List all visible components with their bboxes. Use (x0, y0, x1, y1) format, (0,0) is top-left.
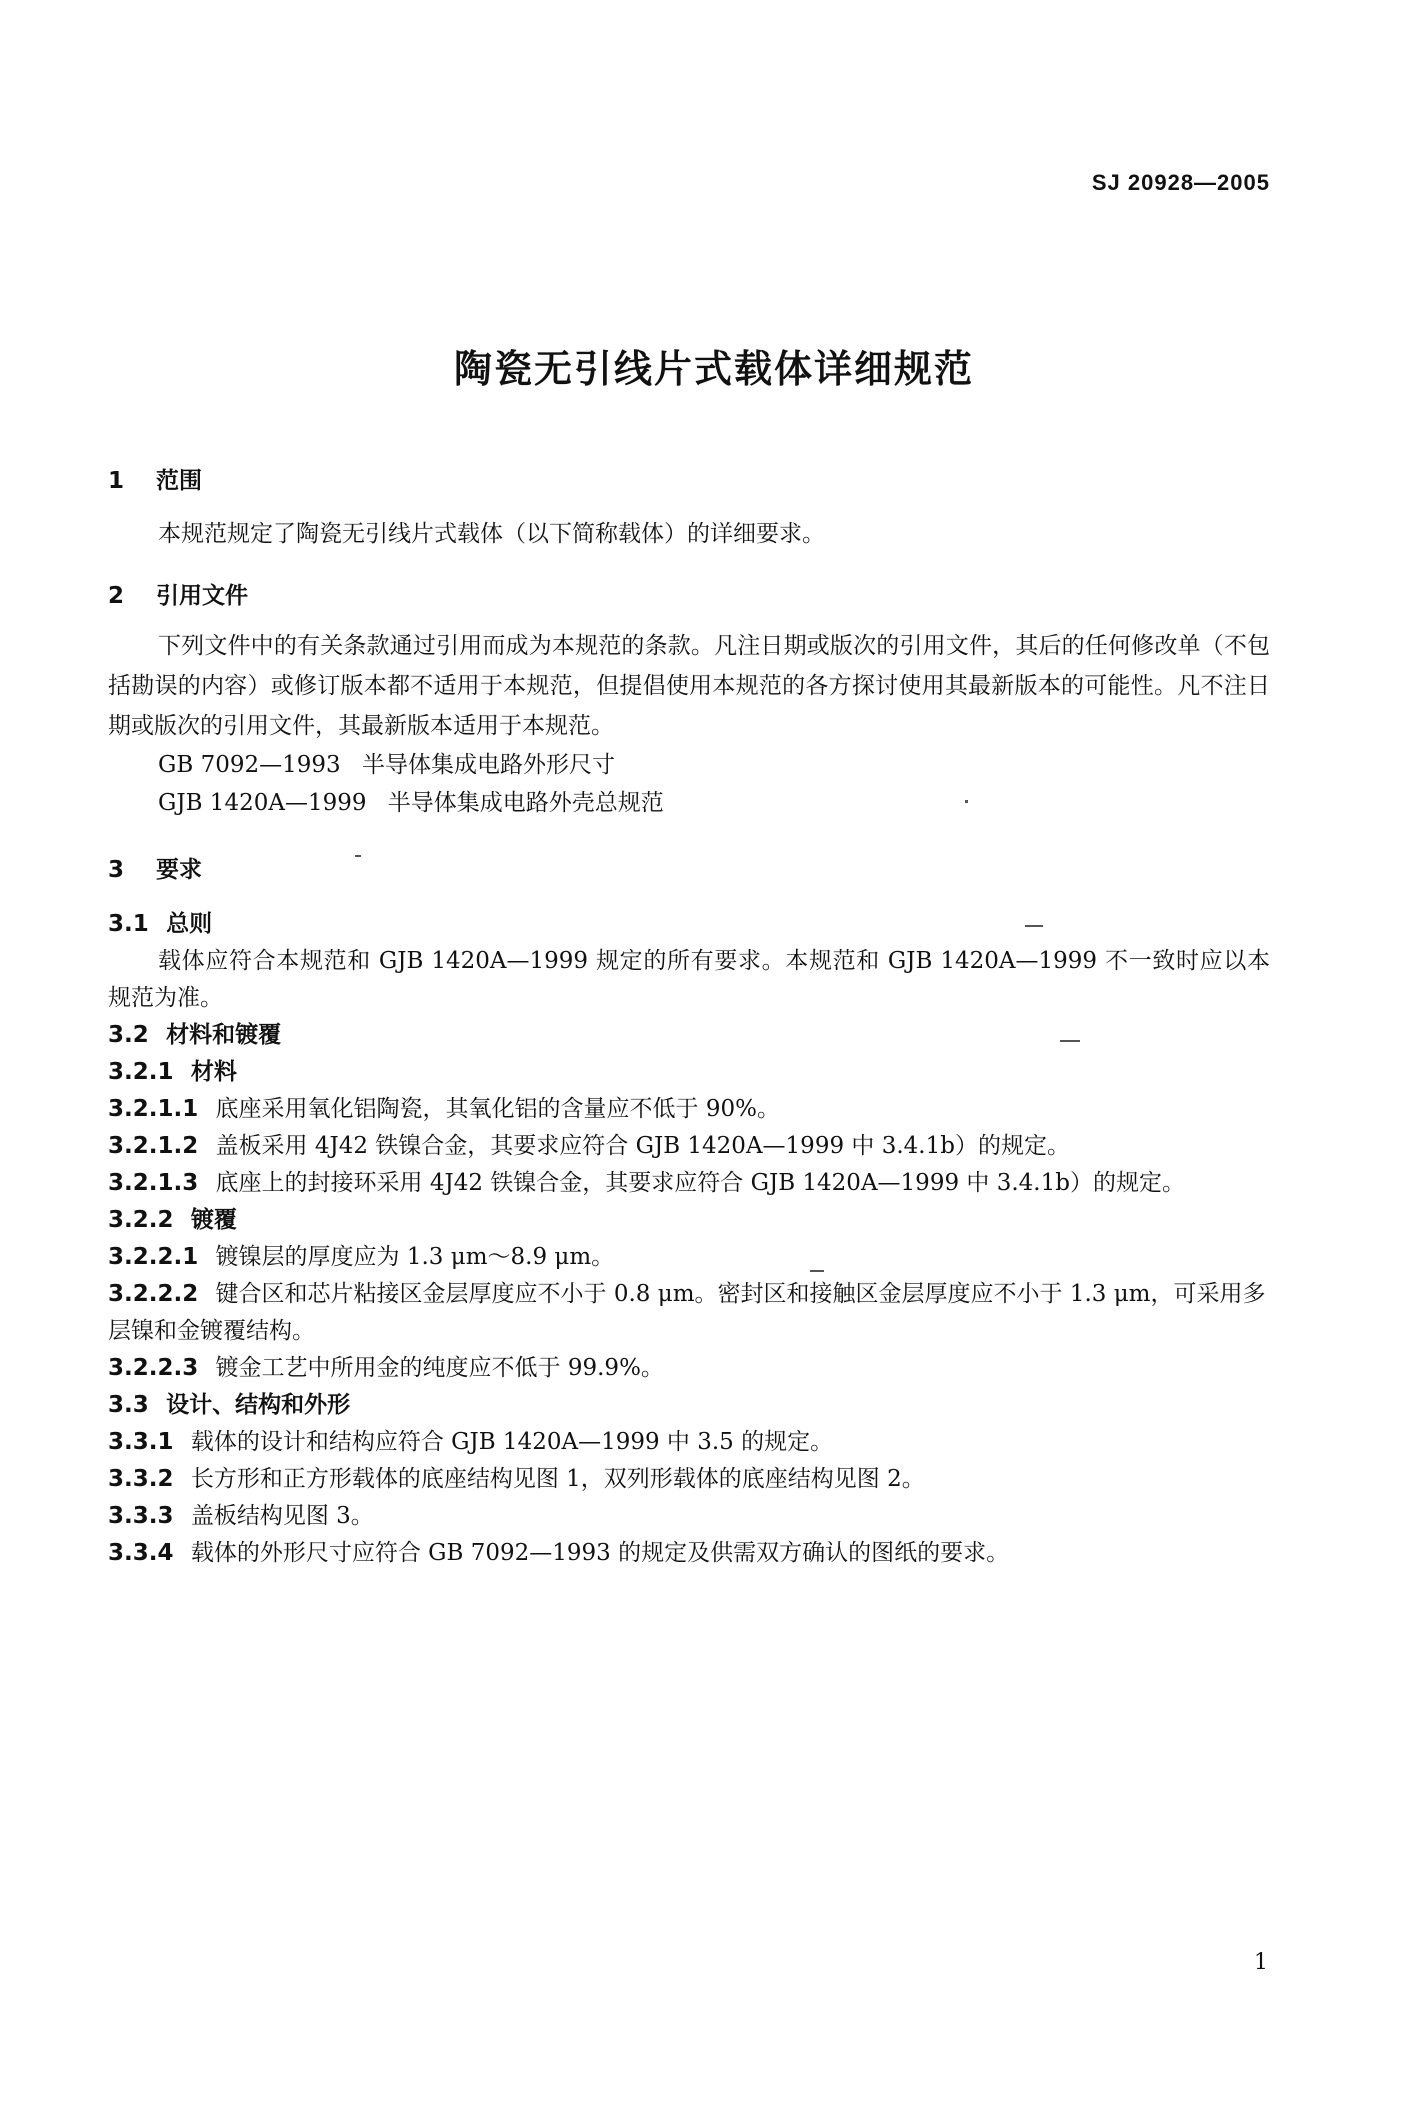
clause-list (108, 906, 1270, 1572)
clause-title: 镀覆 (190, 1207, 237, 1233)
clause-item (108, 1091, 1270, 1128)
clause-text: 镀镍层的厚度应为 1.3 μm～8.9 μm。 (215, 1244, 615, 1270)
clause-number: 3.2.1.3 (108, 1170, 199, 1196)
clause-item (108, 1165, 1270, 1202)
section-number: 1 (108, 468, 125, 494)
reference-title: 半导体集成电路外形尺寸 (361, 752, 615, 778)
scan-speck (355, 855, 361, 857)
clause-text: 底座上的封接环采用 4J42 铁镍合金，其要求应符合 GJB 1420A—1999 中 3.4.1b）的规定。 (215, 1170, 1185, 1196)
clause-item (108, 1350, 1270, 1387)
section-number: 3 (108, 857, 125, 883)
clause-heading (108, 1202, 1270, 1239)
clause-number: 3.3.3 (108, 1503, 174, 1529)
reference-item (108, 784, 1270, 822)
section-1 (108, 462, 1270, 495)
clause-text: 载体的外形尺寸应符合 GB 7092—1993 的规定及供需双方确认的图纸的要求。 (190, 1540, 1010, 1566)
section-2-body (108, 626, 1270, 822)
clause-number: 3.2.2.2 (108, 1281, 199, 1307)
clause-text: 盖板采用 4J42 铁镍合金，其要求应符合 GJB 1420A—1999 中 3.4.1b）的规定。 (215, 1133, 1070, 1159)
clause-number: 3.2 (108, 1022, 149, 1048)
paragraph: 本规范规定了陶瓷无引线片式载体（以下简称载体）的详细要求。 (158, 521, 825, 547)
clause-number: 3.2.2 (108, 1207, 174, 1233)
clause-title: 材料和镀覆 (166, 1022, 282, 1048)
clause-item (108, 1498, 1270, 1535)
clause-item (108, 1128, 1270, 1165)
clause-number: 3.3.1 (108, 1429, 174, 1455)
clause-item (108, 1424, 1270, 1461)
clause-title: 总则 (166, 911, 213, 937)
scan-speck (810, 1270, 824, 1272)
clause-text: 盖板结构见图 3。 (190, 1503, 374, 1529)
clause-text: 底座采用氧化铝陶瓷，其氧化铝的含量应不低于 90%。 (215, 1096, 780, 1122)
clause-heading (108, 906, 1270, 943)
clause-number: 3.3.2 (108, 1466, 174, 1492)
standard-code: SJ 20928—2005 (1091, 170, 1270, 195)
section-title: 要求 (156, 857, 203, 883)
clause-number: 3.2.1.2 (108, 1133, 199, 1159)
page-number: 1 (1254, 1950, 1268, 1975)
clause-number: 3.3 (108, 1392, 149, 1418)
clause-title: 设计、结构和外形 (166, 1392, 351, 1418)
reference-code: GB 7092—1993 (158, 752, 341, 778)
section-1-body (108, 514, 1270, 554)
clause-text: 键合区和芯片粘接区金层厚度应不小于 0.8 μm。密封区和接触区金层厚度应不小于 1.3 μm，可采用多层镍和金镀覆结构。 (108, 1281, 1266, 1344)
scan-speck (1025, 925, 1043, 927)
clause-item (108, 1276, 1270, 1350)
section-heading (108, 851, 1270, 884)
reference-code: GJB 1420A—1999 (158, 790, 367, 816)
clause-heading (108, 1017, 1270, 1054)
paragraph: 载体应符合本规范和 GJB 1420A—1999 规定的所有要求。本规范和 GJB 1420A—1999 不一致时应以本规范为准。 (108, 948, 1270, 1011)
section-title: 范围 (156, 468, 203, 494)
clause-heading (108, 1054, 1270, 1091)
clause-number: 3.2.2.3 (108, 1355, 199, 1381)
clause-number: 3.1 (108, 911, 149, 937)
section-heading (108, 462, 1270, 495)
section-2 (108, 577, 1270, 610)
clause-number: 3.3.4 (108, 1540, 174, 1566)
reference-title: 半导体集成电路外壳总规范 (387, 790, 664, 816)
section-heading (108, 577, 1270, 610)
clause-title: 材料 (190, 1059, 237, 1085)
clause-number: 3.2.1.1 (108, 1096, 199, 1122)
section-number: 2 (108, 583, 125, 609)
clause-text: 长方形和正方形载体的底座结构见图 1，双列形载体的底座结构见图 2。 (190, 1466, 925, 1492)
clause-heading (108, 1387, 1270, 1424)
reference-item (108, 746, 1270, 784)
scan-speck (1060, 1040, 1080, 1042)
section-title: 引用文件 (156, 583, 249, 609)
clause-number: 3.2.2.1 (108, 1244, 199, 1270)
clause-item (108, 1461, 1270, 1498)
clause-item (108, 1239, 1270, 1276)
section-3 (108, 851, 1270, 884)
paragraph: 下列文件中的有关条款通过引用而成为本规范的条款。凡注日期或版次的引用文件，其后的任何修改单（不包括勘误的内容）或修订版本都不适用于本规范，但提倡使用本规范的各方探讨使用其最新版本的可能性。凡不注日期或版次的引用文件，其最新版本适用于本规范。 (108, 633, 1270, 739)
document-title: 陶瓷无引线片式载体详细规范 (453, 347, 974, 391)
clause-text: 载体的设计和结构应符合 GJB 1420A—1999 中 3.5 的规定。 (190, 1429, 834, 1455)
clause-item (108, 1535, 1270, 1572)
scan-speck (965, 800, 968, 803)
clause-text: 镀金工艺中所用金的纯度应不低于 99.9%。 (215, 1355, 664, 1381)
clause-number: 3.2.1 (108, 1059, 174, 1085)
